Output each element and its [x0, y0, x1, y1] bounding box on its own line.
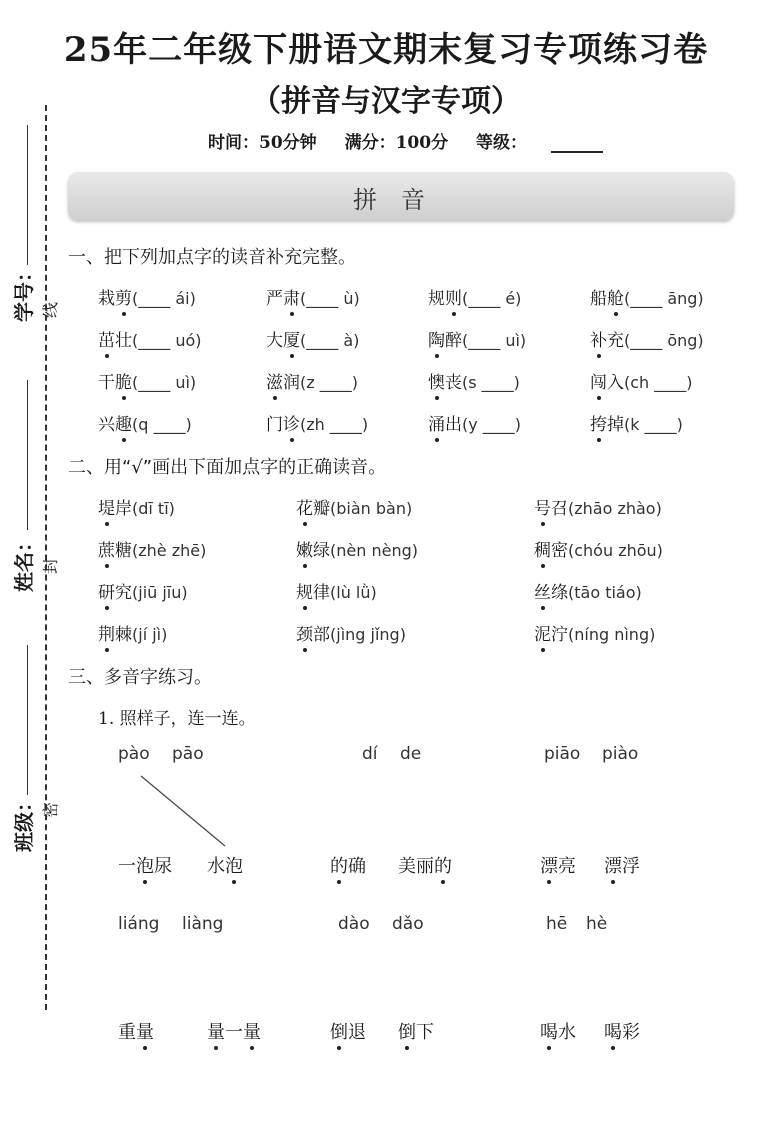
fill-item	[266, 326, 359, 351]
choose-item	[534, 620, 655, 645]
time-limit: 时间：50分钟	[208, 133, 317, 153]
word-text: 挎掉	[590, 415, 624, 435]
bind-char-secret: 密	[41, 801, 60, 818]
word-text: 泥泞	[534, 625, 568, 645]
fill-item	[98, 326, 202, 351]
fill-item	[428, 284, 521, 309]
polyphone-pinyin[interactable]: hè	[586, 914, 608, 934]
fill-item	[428, 410, 521, 435]
section1-title: 一、把下列加点字的读音补充完整。	[68, 247, 356, 268]
pinyin-answer[interactable]: (zhè zhē)	[132, 541, 207, 560]
word-text: 号召	[534, 499, 568, 519]
fill-item	[590, 284, 704, 309]
fill-item	[590, 368, 693, 393]
polyphone-word[interactable]: 倒下	[398, 1022, 434, 1043]
word-text: 滋润	[266, 373, 300, 393]
polyphone-word[interactable]: 一泡尿	[118, 856, 172, 877]
polyphone-word[interactable]: 重量	[118, 1022, 154, 1043]
fill-item	[98, 368, 196, 393]
choose-item	[296, 578, 377, 603]
word-text: 船舱	[590, 289, 624, 309]
word-text: 干脆	[98, 373, 132, 393]
pinyin-answer[interactable]: (____ à)	[300, 331, 360, 350]
name-label: 姓名：	[12, 532, 36, 592]
choose-item	[296, 494, 412, 519]
word-text: 陶醉	[428, 331, 462, 351]
polyphone-pinyin[interactable]: hē	[546, 914, 568, 934]
word-text: 堤岸	[98, 499, 132, 519]
polyphone-pinyin[interactable]: dǎo	[392, 914, 424, 934]
polyphone-word[interactable]: 美丽的	[398, 856, 452, 877]
pinyin-answer[interactable]: (____ ù)	[300, 289, 360, 308]
polyphone-pinyin[interactable]: de	[400, 744, 422, 764]
fill-item	[590, 326, 704, 351]
pinyin-answer[interactable]: (____ uì)	[462, 331, 527, 350]
polyphone-word[interactable]: 喝彩	[604, 1022, 640, 1043]
page-subtitle: （拼音与汉字专项）	[251, 84, 521, 119]
polyphone-pinyin[interactable]: liáng	[118, 914, 160, 934]
bind-char-line: 线	[41, 301, 60, 318]
pinyin-answer[interactable]: (nèn nèng)	[330, 541, 418, 560]
word-text: 栽剪	[98, 289, 132, 309]
pinyin-answer[interactable]: (z ____)	[300, 373, 358, 392]
word-text: 稠密	[534, 541, 568, 561]
word-text: 丝绦	[534, 583, 568, 603]
pinyin-answer[interactable]: (____ āng)	[624, 289, 704, 308]
polyphone-word[interactable]: 水泡	[207, 856, 243, 877]
pinyin-answer[interactable]: (ch ____)	[624, 373, 693, 392]
polyphone-word[interactable]: 漂亮	[540, 856, 576, 877]
choose-item	[296, 620, 406, 645]
pinyin-answer[interactable]: (y ____)	[462, 415, 522, 434]
pinyin-answer[interactable]: (q ____)	[132, 415, 192, 434]
polyphone-word[interactable]: 漂浮	[604, 856, 640, 877]
fill-item	[428, 368, 520, 393]
fill-item	[590, 410, 683, 435]
pinyin-answer[interactable]: (jìng jǐng)	[330, 625, 406, 644]
word-text: 规则	[428, 289, 462, 309]
polyphone-word[interactable]: 倒退	[330, 1022, 366, 1043]
choose-item	[98, 578, 188, 603]
full-score: 满分：100分	[344, 133, 449, 153]
pinyin-answer[interactable]: (tāo tiáo)	[568, 583, 642, 602]
word-text: 颈部	[296, 625, 330, 645]
word-text: 懊丧	[428, 373, 462, 393]
polyphone-word[interactable]: 喝水	[540, 1022, 576, 1043]
student-id-label: 学号：	[12, 262, 36, 322]
polyphone-word[interactable]: 的确	[330, 856, 366, 877]
polyphone-pinyin[interactable]: dí	[362, 744, 378, 764]
polyphone-pinyin[interactable]: pào	[118, 744, 150, 764]
choose-item	[98, 494, 175, 519]
word-text: 研究	[98, 583, 132, 603]
pinyin-answer[interactable]: (____ uó)	[132, 331, 202, 350]
pinyin-answer[interactable]: (jiū jīu)	[132, 583, 188, 602]
pinyin-answer[interactable]: (k ____)	[624, 415, 683, 434]
class-label: 班级：	[12, 792, 36, 852]
fill-item	[428, 326, 526, 351]
bind-char-seal: 封	[41, 557, 60, 574]
word-text: 涌出	[428, 415, 462, 435]
fill-item	[98, 410, 192, 435]
word-text: 闯入	[590, 373, 624, 393]
choose-item	[98, 536, 206, 561]
word-text: 茁壮	[98, 331, 132, 351]
pinyin-answer[interactable]: (____ é)	[462, 289, 522, 308]
polyphone-pinyin[interactable]: dào	[338, 914, 370, 934]
pinyin-answer[interactable]: (níng nìng)	[568, 625, 656, 644]
connect-line	[141, 776, 225, 846]
section2-title: 二、用“√”画出下面加点字的正确读音。	[68, 457, 387, 478]
word-text: 补充	[590, 331, 624, 351]
word-text: 门诊	[266, 415, 300, 435]
polyphone-pinyin[interactable]: pāo	[172, 744, 204, 764]
word-text: 花瓣	[296, 499, 330, 519]
section3-sub1: 1. 照样子，连一连。	[98, 709, 256, 729]
pinyin-answer[interactable]: (s ____)	[462, 373, 520, 392]
pinyin-answer[interactable]: (biàn bàn)	[330, 499, 413, 518]
choose-item	[534, 536, 663, 561]
pinyin-answer[interactable]: (dī tī)	[132, 499, 175, 518]
word-text: 规律	[296, 583, 330, 603]
word-text: 蔗糖	[98, 541, 132, 561]
pinyin-answer[interactable]: (____ ōng)	[624, 331, 704, 350]
choose-item	[534, 578, 642, 603]
fill-item	[266, 284, 360, 309]
pinyin-answer[interactable]: (lù lǜ)	[330, 583, 377, 602]
word-text: 大厦	[266, 331, 300, 351]
grade-label: 等级：	[476, 133, 528, 153]
pinyin-answer[interactable]: (____ uì)	[132, 373, 197, 392]
word-text: 嫩绿	[296, 541, 330, 561]
polyphone-word[interactable]: 量一量	[207, 1022, 261, 1043]
choose-item	[534, 494, 662, 519]
word-text: 兴趣	[98, 415, 132, 435]
fill-item	[266, 368, 358, 393]
fill-item	[266, 410, 368, 435]
pinyin-answer[interactable]: (chóu zhōu)	[568, 541, 663, 560]
page-title: 25年二年级下册语文期末复习专项练习卷	[63, 30, 709, 70]
pinyin-answer[interactable]: (zh ____)	[300, 415, 369, 434]
section3-title: 三、多音字练习。	[68, 667, 212, 688]
word-text: 严肃	[266, 289, 300, 309]
pinyin-answer[interactable]: (zhāo zhào)	[568, 499, 662, 518]
banner-label: 拼音	[353, 186, 449, 214]
choose-item	[296, 536, 418, 561]
polyphone-pinyin[interactable]: piāo	[544, 744, 581, 764]
polyphone-pinyin[interactable]: liàng	[182, 914, 224, 934]
pinyin-answer[interactable]: (____ ái)	[132, 289, 196, 308]
word-text: 荆棘	[98, 625, 132, 645]
fill-item	[98, 284, 196, 309]
pinyin-answer[interactable]: (jí jì)	[132, 625, 168, 644]
polyphone-pinyin[interactable]: piào	[602, 744, 639, 764]
choose-item	[98, 620, 167, 645]
